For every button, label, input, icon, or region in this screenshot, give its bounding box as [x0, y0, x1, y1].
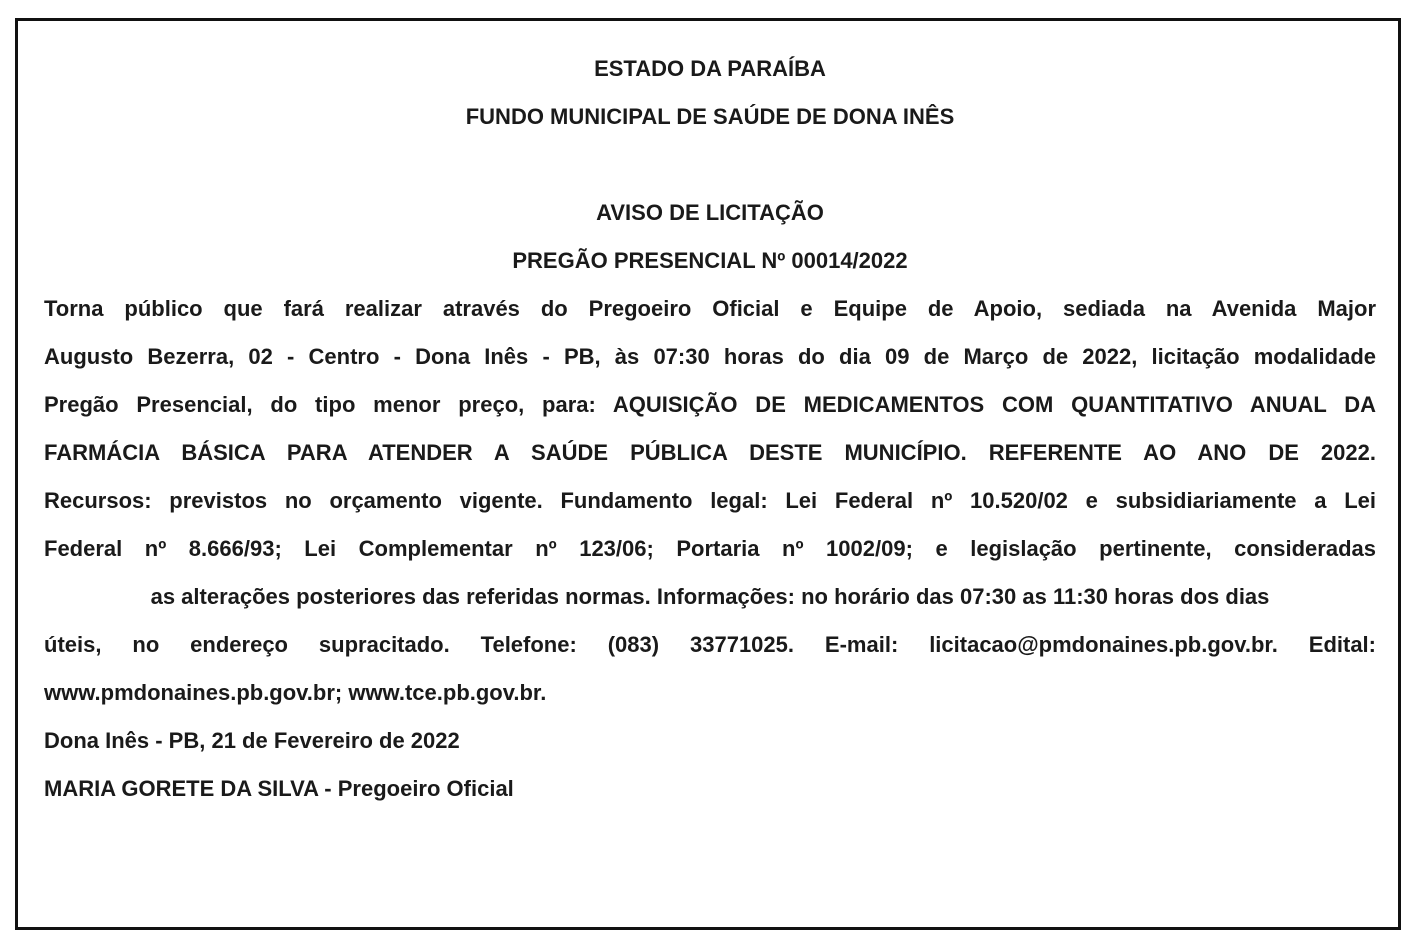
body-line-4: FARMÁCIA BÁSICA PARA ATENDER A SAÚDE PÚBLICA DESTE MUNICÍPIO. REFERENTE AO ANO DE 2022. [44, 440, 1376, 465]
place-date: Dona Inês - PB, 21 de Fevereiro de 2022 [44, 728, 460, 753]
fund-heading: FUNDO MUNICIPAL DE SAÚDE DE DONA INÊS [465, 104, 955, 129]
body-line-7: as alterações posteriores das referidas normas. Informações: no horário das 07:30 as 11:30 horas dos dias [150, 584, 1270, 609]
state-heading: ESTADO DA PARAÍBA [594, 56, 826, 81]
notice-subtitle: PREGÃO PRESENCIAL Nº 00014/2022 [512, 248, 908, 273]
heading-spacer [44, 141, 1376, 189]
notice-frame [15, 18, 1401, 930]
body-line-8: úteis, no endereço supracitado. Telefone: (083) 33771025. E-mail: licitacao@pmdonaines.pb.gov.br. Edital: [44, 632, 1376, 657]
body-line-1: Torna público que fará realizar através do Pregoeiro Oficial e Equipe de Apoio, sediada na Avenida Major [44, 296, 1376, 321]
body-line-9: www.pmdonaines.pb.gov.br; www.tce.pb.gov.br. [44, 680, 547, 705]
notice-content [44, 45, 1376, 813]
signature: MARIA GORETE DA SILVA - Pregoeiro Oficial [44, 776, 514, 801]
body-line-6: Federal nº 8.666/93; Lei Complementar nº 123/06; Portaria nº 1002/09; e legislação pertinente, consideradas [44, 536, 1376, 561]
body-line-3: Pregão Presencial, do tipo menor preço, para: AQUISIÇÃO DE MEDICAMENTOS COM QUANTITATIVO ANUAL DA [44, 392, 1376, 417]
body-line-5: Recursos: previstos no orçamento vigente. Fundamento legal: Lei Federal nº 10.520/02 e subsidiariamente a Lei [44, 488, 1376, 513]
body-line-2: Augusto Bezerra, 02 - Centro - Dona Inês - PB, às 07:30 horas do dia 09 de Março de 2022, licitação modalidade [44, 344, 1376, 369]
notice-title: AVISO DE LICITAÇÃO [596, 200, 824, 225]
